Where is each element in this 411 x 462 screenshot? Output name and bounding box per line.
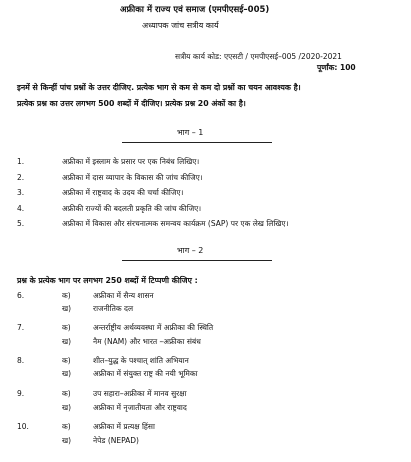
subpart-label: ख) xyxy=(62,403,72,412)
subpart-text: शीत–युद्ध के पश्चात् शांति अभियान xyxy=(93,356,189,365)
question-number: 6. xyxy=(17,291,25,300)
question-number: 1. xyxy=(17,157,25,166)
subpart-label: ख) xyxy=(62,436,72,445)
document-subtitle: अध्यापक जांच सत्रीय कार्य xyxy=(142,21,219,30)
question-text: अफ्रीका में राष्ट्रवाद के उदय की चर्चा कीजिए। xyxy=(62,188,184,197)
subpart-text: अफ्रीका में नृजातीयता और राष्ट्रवाद xyxy=(93,403,187,412)
subpart-text: अफ्रीका में सैन्य शासन xyxy=(93,291,154,300)
question-text: अफ्रीकी राज्यों की बदलती प्रकृति की जांच कीजिए। xyxy=(62,204,202,213)
max-marks: पूर्णांक: 100 xyxy=(317,63,356,72)
subpart-text: नैम (NAM) और भारत –अफ्रीका संबंध xyxy=(93,337,201,346)
subpart-text: अफ्रीका में प्रत्यक्ष हिंसा xyxy=(93,422,155,431)
subpart-label: ख) xyxy=(62,337,72,346)
question-text: अफ्रीका में विकास और संरचनात्मक समन्वय कार्यक्रम (SAP) पर एक लेख लिखिए। xyxy=(62,219,289,228)
part-2-heading: भाग – 2 xyxy=(177,246,204,255)
document-title: अफ्रीका में राज्य एवं समाज (एमपीएसई–005) xyxy=(120,5,270,15)
subpart-label: ख) xyxy=(62,369,72,378)
subpart-text: अफ्रीका में संयुक्त राष्ट्र की नयी भूमिका xyxy=(93,369,198,378)
question-number: 3. xyxy=(17,188,25,197)
subpart-text: उप सहारा–अफ्रीका में मानव सुरक्षा xyxy=(93,389,187,398)
subpart-text: नेपेड (NEPAD) xyxy=(93,436,139,445)
part-1-divider xyxy=(122,142,272,143)
question-text: अफ्रीका में इस्लाम के प्रसार पर एक निबंध लिखिए। xyxy=(62,157,200,166)
part-1-heading: भाग – 1 xyxy=(177,128,204,137)
subpart-text: अन्तर्राष्ट्रीय अर्थव्यवस्था में अफ्रीका की स्थिति xyxy=(93,323,214,332)
question-number: 7. xyxy=(17,323,25,332)
question-text: अफ्रीका में दास व्यापार के विकास की जांच कीजिए। xyxy=(62,173,203,182)
subpart-text: राजनीतिक दल xyxy=(93,304,134,313)
question-number: 10. xyxy=(17,422,29,431)
part-2-divider xyxy=(122,260,272,261)
assignment-code: सत्रीय कार्य कोड: एएसटी / एमपीएसई–005 /2020-2021 xyxy=(175,52,342,61)
question-number: 2. xyxy=(17,173,25,182)
instruction-line-1: इनमें से किन्हीं पांच प्रश्नों के उत्तर दीजिए. प्रत्येक भाग से कम से कम दो प्रश्नों का चयन आवश्यक है। xyxy=(17,83,301,92)
question-number: 9. xyxy=(17,389,25,398)
subpart-label: क) xyxy=(62,389,71,398)
subpart-label: क) xyxy=(62,422,71,431)
question-number: 5. xyxy=(17,219,25,228)
subpart-label: क) xyxy=(62,356,71,365)
part-2-intro: प्रश्न के प्रत्येक भाग पर लगभग 250 शब्दों में टिप्पणी कीजिए : xyxy=(17,276,198,285)
subpart-label: क) xyxy=(62,291,71,300)
question-number: 4. xyxy=(17,204,25,213)
question-number: 8. xyxy=(17,356,25,365)
subpart-label: क) xyxy=(62,323,71,332)
instruction-line-2: प्रत्येक प्रश्न का उत्तर लगभग 500 शब्दों में दीजिए। प्रत्येक प्रश्न 20 अंकों का है। xyxy=(17,99,246,108)
subpart-label: ख) xyxy=(62,304,72,313)
